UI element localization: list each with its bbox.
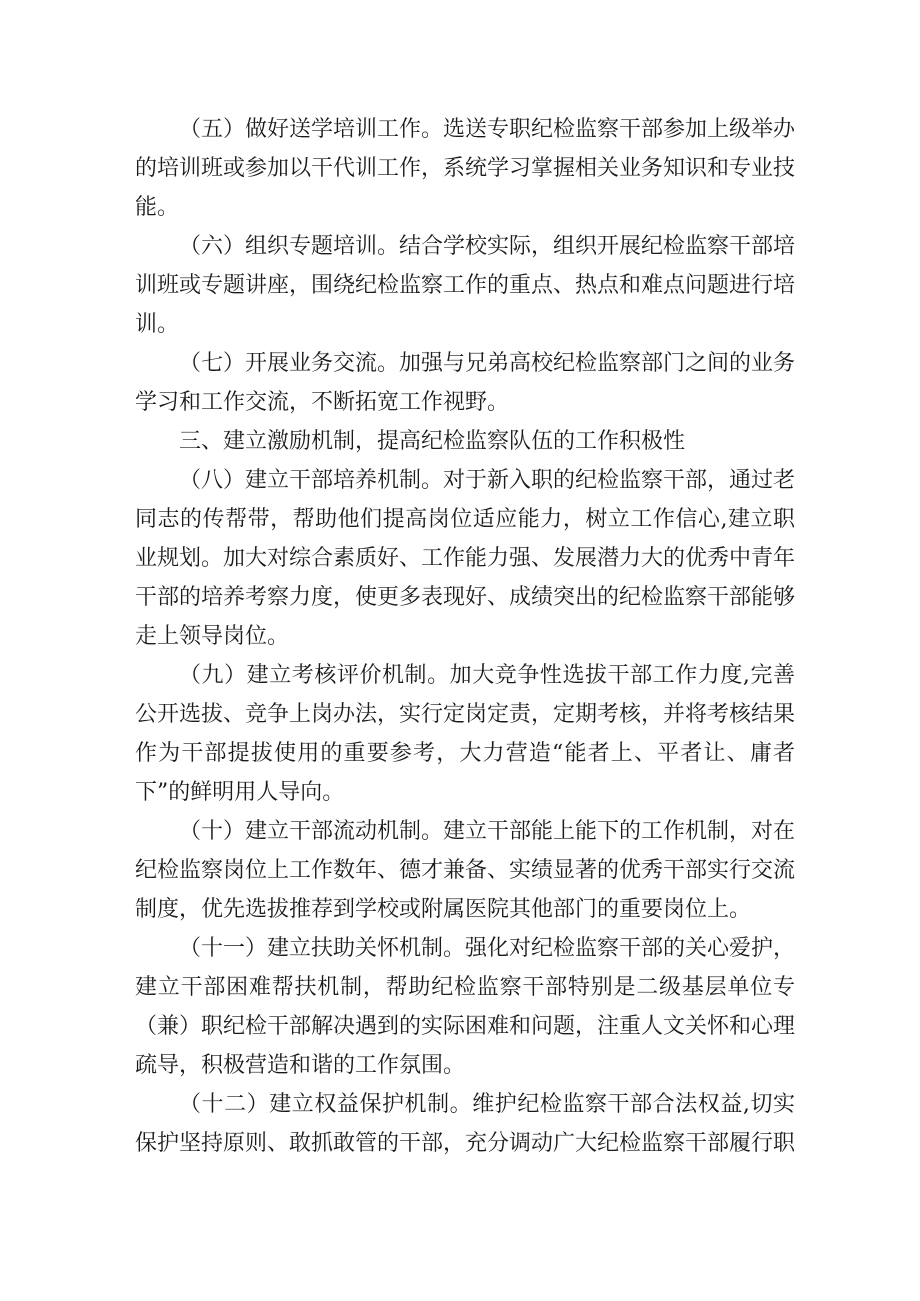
paragraph-7: （七）开展业务交流。加强与兄弟高校纪检监察部门之间的业务学习和工作交流，不断拓宽工作视野。 [135, 351, 796, 415]
paragraph-5: （五）做好送学培训工作。选送专职纪检监察干部参加上级举办的培训班或参加以干代训工作，系统学习掌握相关业务知识和专业技能。 [135, 117, 796, 220]
paragraph-12: （十二）建立权益保护机制。维护纪检监察干部合法权益,切实保护坚持原则、敢抓敢管的干部，充分调动广大纪检监察干部履行职 [135, 1092, 796, 1156]
section-heading-3: 三、建立激励机制，提高纪检监察队伍的工作积极性 [179, 429, 686, 454]
document-body [135, 110, 795, 1163]
paragraph-11: （十一）建立扶助关怀机制。强化对纪检监察干部的关心爱护，建立干部困难帮扶机制，帮助纪检监察干部特别是二级基层单位专（兼）职纪检干部解决遇到的实际困难和问题，注重人文关怀和心理疏导，积极营造和谐的工作氛围。 [135, 936, 796, 1078]
paragraph-9: （九）建立考核评价机制。加大竞争性选拔干部工作力度,完善公开选拔、竞争上岗办法，实行定岗定责，定期考核，并将考核结果作为干部提拔使用的重要参考，大力营造“能者上、平者让、庸者下”的鲜明用人导向。 [135, 663, 796, 805]
paragraph-8: （八）建立干部培养机制。对于新入职的纪检监察干部，通过老同志的传帮带，帮助他们提高岗位适应能力，树立工作信心,建立职业规划。加大对综合素质好、工作能力强、发展潜力大的优秀中青年干部的培养考察力度，使更多表现好、成绩突出的纪检监察干部能够走上领导岗位。 [135, 468, 796, 649]
paragraph-10: （十）建立干部流动机制。建立干部能上能下的工作机制，对在纪检监察岗位上工作数年、德才兼备、实绩显著的优秀干部实行交流制度，优先选拔推荐到学校或附属医院其他部门的重要岗位上。 [135, 819, 796, 922]
paragraph-6: （六）组织专题培训。结合学校实际，组织开展纪检监察干部培训班或专题讲座，围绕纪检监察工作的重点、热点和难点问题进行培训。 [135, 234, 796, 337]
